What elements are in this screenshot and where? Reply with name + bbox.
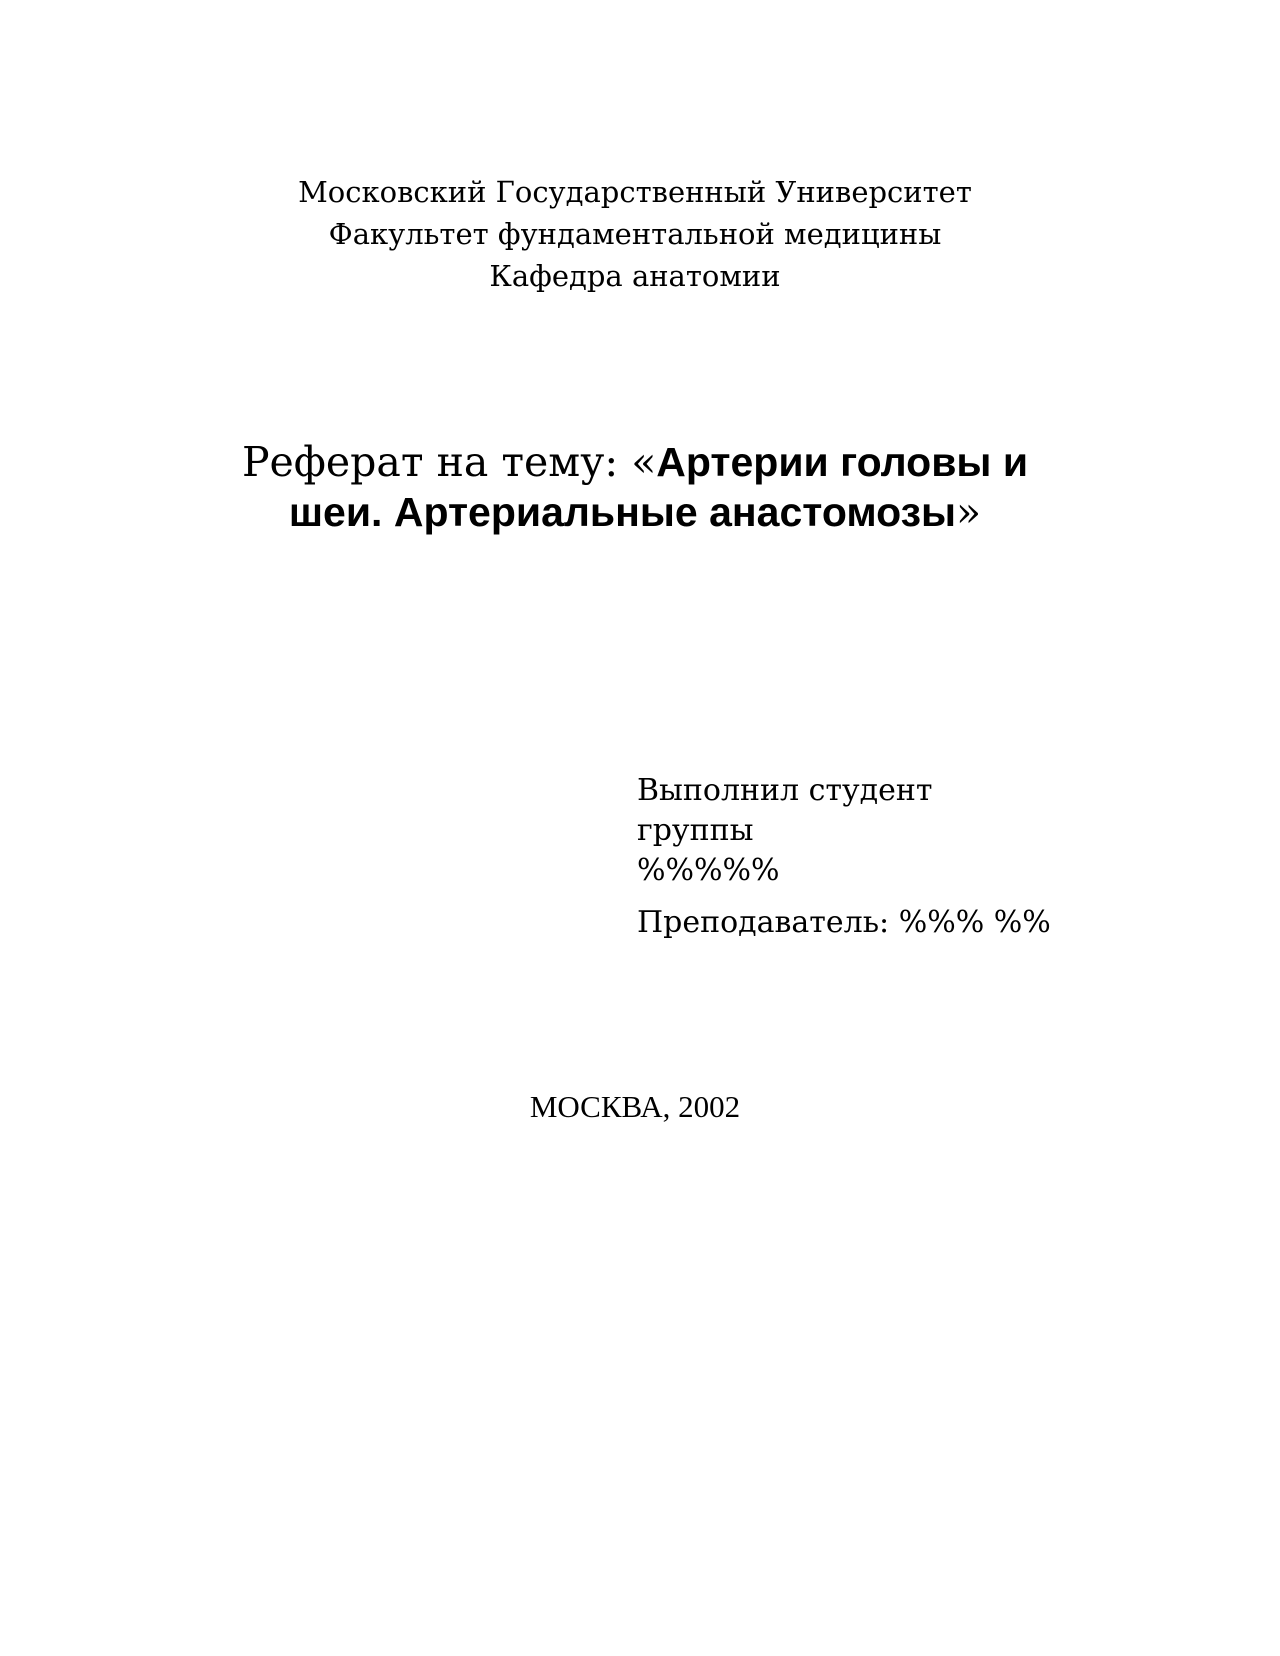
author-block [637, 771, 1097, 943]
institution-header [0, 171, 1270, 297]
department-name: Кафедра анатомии [489, 259, 781, 293]
essay-title [200, 437, 1070, 537]
university-name: Московский Государственный Университет [298, 175, 972, 209]
author-group: %%%%% [637, 853, 780, 888]
title-close-quote: » [956, 488, 982, 536]
title-open-quote: « [631, 438, 657, 486]
teacher-line: Преподаватель: %%% %% [637, 905, 1051, 940]
title-lead: Реферат на тему: [241, 438, 632, 486]
city-year: МОСКВА, 2002 [529, 1089, 741, 1124]
author-line-2: группы [637, 813, 754, 848]
title-topic: Артерии головы и шеи. Артериальные анастомозы [288, 439, 1029, 535]
author-line-1: Выполнил студент [637, 773, 933, 808]
faculty-name: Факультет фундаментальной медицины [328, 217, 942, 251]
